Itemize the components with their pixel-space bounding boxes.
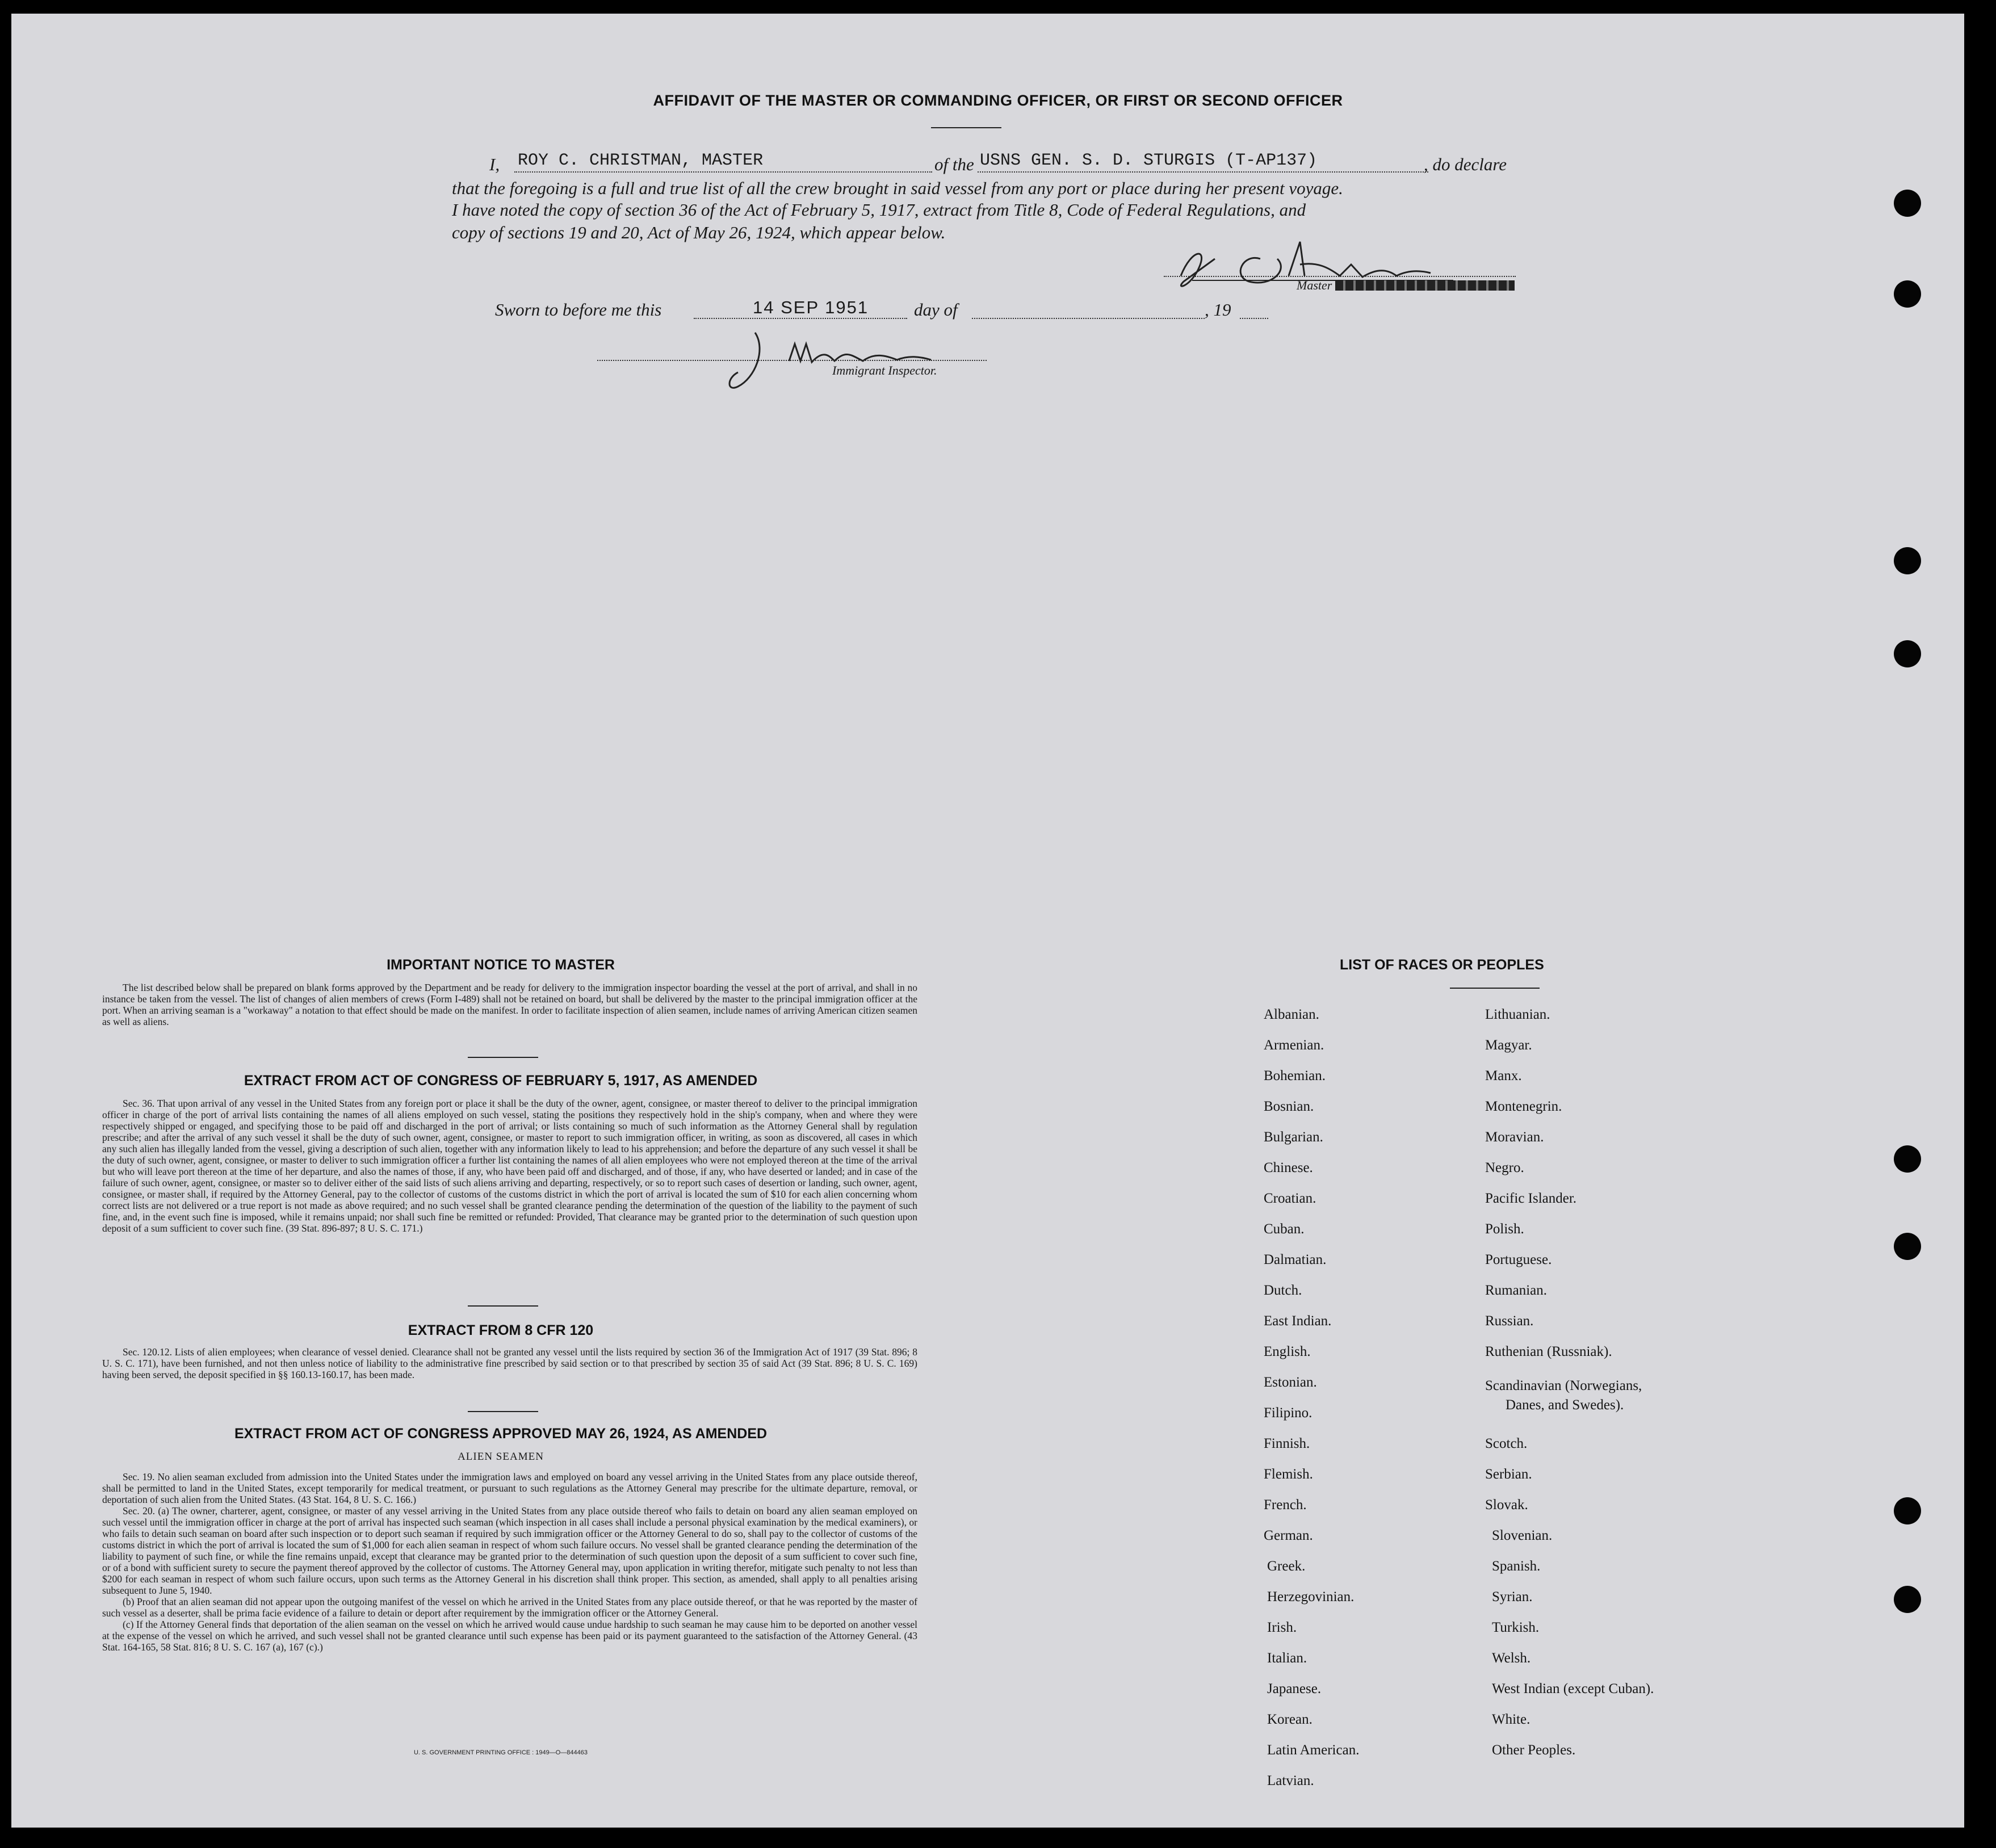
sec-20a: Sec. 20. (a) The owner, charterer, agent, consignee, or master of any vessel arriving in the United States from any place outside thereof who fails to detain on board any alien seaman employed on such vessel until the immigration officer in charge at the port of arrival has inspected such seaman (which inspection in all cases shall include a personal physical examination by the medical examiners), or who fails to detain such seaman on board after such inspection or to deport such seaman if required by such immigration officer or the Attorney General to do so, shall pay to the collector of customs of the customs district in which the port of arrival is located the sum of $1,000 for each alien seaman in respect of whom such failure occurs. No vessel shall be granted clearance pending the determination of the liability to payment of such fine, or while the fine remains unpaid, except that clearance may be granted prior to the determination of such question upon the deposit of a sum sufficient to cover such fine, or of a bond with sufficient surety to secure the payment thereof approved by the collector of customs. The Attorney General may, upon application in writing therefor, mitigate such penalty to not less than $200 for each seaman in respect of whom such failure occurs, upon such terms as the Attorney General in his discretion shall think proper. This section, as amended, shall apply to all penalties arising subsequent to June 5, 1940. [102,1505,917,1596]
extract-cfr-title: EXTRACT FROM 8 CFR 120 [408,1322,594,1338]
race-item: Manx. [1485,1068,1522,1083]
race-item: Filipino. [1264,1405,1313,1421]
sworn-text: Sworn to before me this [495,300,662,320]
race-item: Russian. [1485,1313,1534,1329]
master-name: ROY C. CHRISTMAN, MASTER [518,151,764,170]
race-item: Spanish. [1492,1559,1541,1574]
day-of-text: day of [914,300,958,320]
binder-hole [1894,1497,1921,1524]
race-item: Armenian. [1264,1038,1324,1053]
race-item: Finnish. [1264,1436,1310,1451]
race-item: Scotch. [1485,1436,1528,1451]
race-item: Slovenian. [1492,1528,1553,1543]
races-title: LIST OF RACES OR PEOPLES [1340,957,1544,973]
race-item: Dutch. [1264,1283,1302,1298]
notice-title: IMPORTANT NOTICE TO MASTER [387,957,615,973]
divider [931,127,1001,128]
inspector-signature-line [597,360,987,361]
vessel-name-line [978,171,1428,173]
race-item: West Indian (except Cuban). [1492,1681,1654,1696]
master-name-line [514,171,932,173]
race-item: Welsh. [1492,1650,1531,1666]
race-item: Polish. [1485,1221,1524,1237]
inspector-signature [715,327,965,395]
master-signature-line [1164,276,1516,277]
affidavit-line-4: copy of sections 19 and 20, Act of May 26, 1924, which appear below. [452,222,946,242]
inspector-label: Immigrant Inspector. [832,363,937,377]
race-item: Danes, and Swedes). [1506,1397,1624,1413]
race-item: Croatian. [1264,1191,1316,1206]
race-item: Slovak. [1485,1497,1528,1513]
sec-20b: (b) Proof that an alien seaman did not appear upon the outgoing manifest of the vessel on which he arrived in the United States from any place outside thereof, or that he was reported by the master of such vessel as a deserter, shall be prima facie evidence of a failure to detain or deport after requirement by the immigration officer or the Attorney General. [102,1596,917,1619]
race-item: Korean. [1267,1712,1313,1727]
sworn-date: 14 SEP 1951 [753,297,869,317]
race-item: Irish. [1267,1620,1297,1635]
affidavit-of-the: of the [934,154,974,174]
race-item: German. [1264,1528,1313,1543]
divider [468,1305,538,1307]
race-item: Magyar. [1485,1038,1532,1053]
extract-1924-text [102,1471,917,1653]
race-item: Pacific Islander. [1485,1191,1577,1206]
race-item: Syrian. [1492,1589,1533,1605]
extract-1924-subtitle: ALIEN SEAMEN [458,1451,544,1463]
race-item: Herzegovinian. [1267,1589,1355,1605]
race-item: Dalmatian. [1264,1252,1327,1267]
race-item: Ruthenian (Russniak). [1485,1344,1612,1359]
race-item: Scandinavian (Norwegians, [1485,1378,1642,1393]
month-line [972,318,1205,319]
race-item: Lithuanian. [1485,1007,1550,1022]
affidavit-do-declare: , do declare [1424,154,1507,174]
vessel-name: USNS GEN. S. D. STURGIS (T-AP137) [980,151,1318,170]
binder-hole [1894,547,1921,574]
struck-out-title [1335,280,1515,291]
race-item: Italian. [1267,1650,1307,1666]
race-item: Latin American. [1267,1742,1360,1758]
binder-hole [1894,1233,1921,1260]
binder-hole [1894,190,1921,217]
race-item: White. [1492,1712,1530,1727]
extract-1917-text: Sec. 36. That upon arrival of any vessel in the United States from any foreign port or place it shall be the duty of the owner, agent, consignee, or master thereof to deliver to the principal immigration officer in charge of the port of arrival lists containing the names of all aliens employed on such vessel, stating the positions they respectively hold in the ship's company, when and where they were respectively shipped or engaged, and specifying those to be paid off and discharged in the port of arrival; or lists containing so much of such information as the Attorney General shall by regulation prescribe; and after the arrival of any such vessel it shall be the duty of such owner, agent, consignee, or master to report to such immigration officer, in writing, as soon as discovered, all cases in which any such alien has illegally landed from the vessel, giving a description of such alien, together with any information likely to lead to his apprehension; and before the departure of any such vessel it shall be the duty of such owner, agent, consignee, or master to deliver to such immigration officer a further list containing the names of all alien employees who were not employed thereon at the time of the arrival but who will leave port thereon at the time of her departure, and also the names of those, if any, who have been paid off and discharged, and of those, if any, who have deserted or landed; and in case of the failure of such owner, agent, consignee, or master so to deliver either of the said lists of such aliens arriving and departing, respectively, or so to report such cases of desertion or landing, such owner, agent, consignee, or master shall, if required by the Attorney General, pay to the collector of customs of the customs district in which the port of arrival is located the sum of $10 for each alien concerning whom correct lists are not delivered or a true report is not made as above required; and no such vessel shall be granted clearance pending the determination of the question of the liability to the payment of such fine, and, in the event such fine is imposed, while it remains unpaid; nor shall such fine be remitted or refunded: Provided, That clearance may be granted prior to the determination of such question upon deposit of a sum sufficient to cover such fine. (39 Stat. 896-897; 8 U. S. C. 171.) [102,1098,917,1234]
race-item: Latvian. [1267,1773,1314,1788]
binder-hole [1894,1145,1921,1173]
race-item: Turkish. [1492,1620,1540,1635]
extract-1917-title: EXTRACT FROM ACT OF CONGRESS OF FEBRUARY 5, 1917, AS AMENDED [244,1073,758,1089]
year-line [1240,318,1268,319]
race-item: Bulgarian. [1264,1129,1323,1145]
printing-office: U. S. GOVERNMENT PRINTING OFFICE : 1949—O—844463 [413,1749,588,1756]
race-item: Other Peoples. [1492,1742,1576,1758]
race-item: Japanese. [1267,1681,1322,1696]
affidavit-line-2: that the foregoing is a full and true list of all the crew brought in said vessel from any port or place during her present voyage. [452,178,1343,198]
divider [468,1411,538,1412]
sec-20c: (c) If the Attorney General finds that deportation of the alien seaman on the vessel on which he arrived would cause undue hardship to such seaman he may cause him to be deported on another vessel at the expense of the vessel on which he arrived, and such vessel shall not be granted clearance until such expense has been paid or its payment guaranteed to the satisfaction of the Attorney General. (43 Stat. 164-165, 58 Stat. 816; 8 U. S. C. 167 (a), 167 (c).) [102,1619,917,1653]
race-item: English. [1264,1344,1311,1359]
divider [1450,988,1540,989]
race-item: Bohemian. [1264,1068,1326,1083]
race-item: Flemish. [1264,1467,1313,1482]
extract-1924-title: EXTRACT FROM ACT OF CONGRESS APPROVED MAY 26, 1924, AS AMENDED [234,1426,768,1442]
binder-hole [1894,280,1921,308]
race-item: Bosnian. [1264,1099,1314,1114]
race-item: Cuban. [1264,1221,1305,1237]
extract-cfr-text: Sec. 120.12. Lists of alien employees; when clearance of vessel denied. Clearance shall not be granted any vessel until the lists required by section 36 of the Immigration Act of 1917 (39 Stat. 896; 8 U. S. C. 171), have been furnished, and not then unless notice of liability to the administrative fine prescribed by said section or to that prescribed by section 35 of said Act (39 Stat. 896; 8 U. S. C. 169) having been served, the deposit specified in §§ 160.13-160.17, has been made. [102,1346,917,1380]
race-item: Negro. [1485,1160,1524,1175]
affidavit-title: AFFIDAVIT OF THE MASTER OR COMMANDING OFFICER, OR FIRST OR SECOND OFFICER [653,92,1343,109]
binder-hole [1894,640,1921,667]
race-item: Albanian. [1264,1007,1319,1022]
race-item: Portuguese. [1485,1252,1552,1267]
race-item: Moravian. [1485,1129,1544,1145]
race-item: Estonian. [1264,1375,1317,1390]
affidavit-i: I, [489,154,500,174]
year-text: , 19 [1205,300,1231,320]
race-item: French. [1264,1497,1307,1513]
notice-text: The list described below shall be prepared on blank forms approved by the Department and be ready for delivery to the immigration inspector boarding the vessel at the port of arrival, and shall in no instance be taken from the vessel. The list of changes of alien members of crews (Form I-489) shall not be retained on board, but shall be delivered by the master to the principal immigration officer at the port. When an arriving seaman is a "workaway" a notation to that effect should be made on the manifest. In order to facilitate inspection of alien seamen, include names of arriving American citizen seamen as well as aliens. [102,982,917,1027]
race-item: Montenegrin. [1485,1099,1562,1114]
race-item: East Indian. [1264,1313,1332,1329]
race-item: Serbian. [1485,1467,1532,1482]
divider [468,1057,538,1058]
race-item: Chinese. [1264,1160,1313,1175]
sworn-date-line [694,318,907,319]
sec-19: Sec. 19. No alien seaman excluded from admission into the United States under the immigration laws and employed on board any vessel arriving in the United States from any place outside thereof, shall be permitted to land in the United States, except temporarily for medical treatment, or pursuant to such regulations as the Attorney General may prescribe for the ultimate departure, removal, or deportation of such alien from the United States. (43 Stat. 164, 8 U. S. C. 166.) [102,1471,917,1505]
race-item: Rumanian. [1485,1283,1548,1298]
affidavit-line-3: I have noted the copy of section 36 of the Act of February 5, 1917, extract from Title 8, Code of Federal Regulations, and [452,200,1306,220]
master-label: Master [1297,278,1332,292]
binder-hole [1894,1586,1921,1613]
race-item: Greek. [1267,1559,1306,1574]
